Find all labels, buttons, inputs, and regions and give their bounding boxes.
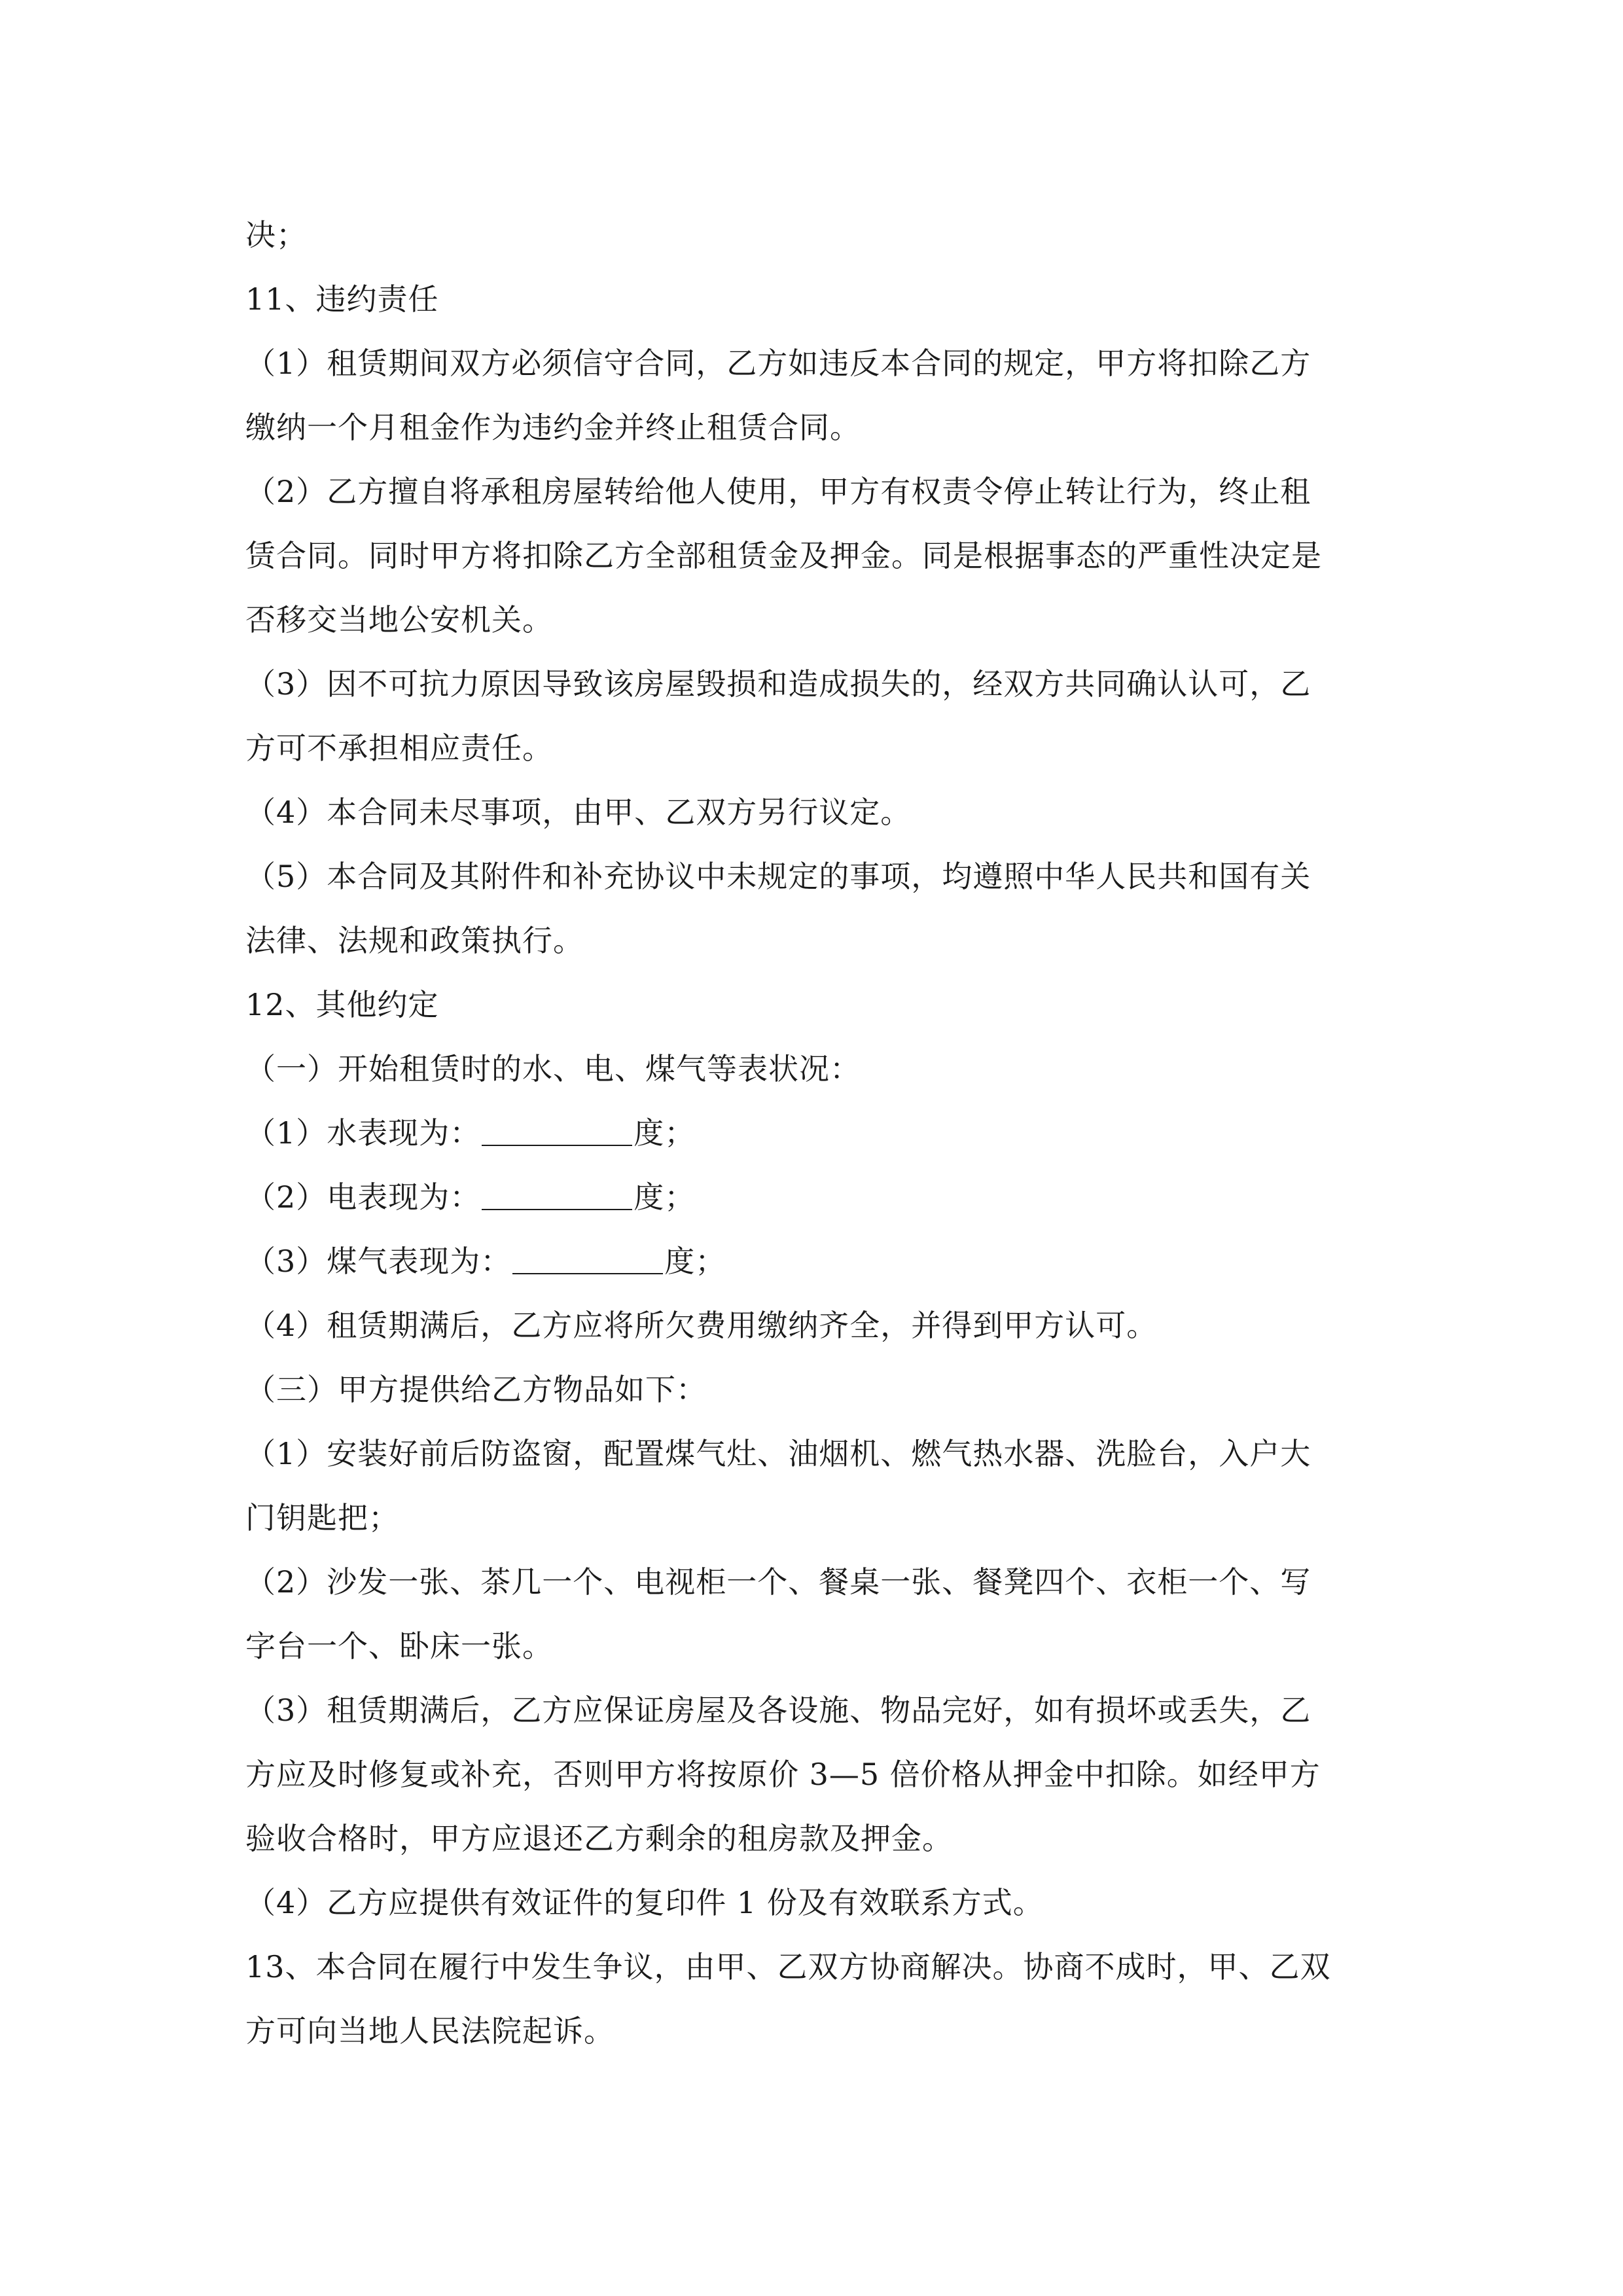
text-line: 方可不承担相应责任。 [245,730,553,766]
electric-meter-line [245,1165,1381,1229]
text-line: 方可向当地人民法院起诉。 [245,2013,615,2049]
text-line: （1）租赁期间双方必须信守合同，乙方如违反本合同的规定，甲方将扣除乙方 [245,346,1311,381]
water-meter-blank[interactable] [482,1117,632,1146]
water-meter-label: （1）水表现为： [245,1115,481,1151]
text-line: 方应及时修复或补充，否则甲方将按原价 3—5 倍价格从押金中扣除。如经甲方 [245,1757,1321,1792]
section-heading-13: 13、本合同在履行中发生争议，由甲、乙双方协商解决。协商不成时，甲、乙双 [245,1949,1331,1984]
text-line: （4）本合同未尽事项，由甲、乙双方另行议定。 [245,795,912,830]
text-line: 验收合格时，甲方应退还乙方剩余的租房款及押金。 [245,1821,953,1856]
unit-label: 度； [664,1244,726,1279]
electric-meter-blank[interactable] [482,1181,632,1210]
gas-meter-line [245,1229,1381,1293]
gas-meter-blank[interactable] [512,1246,663,1274]
text-line: （三）甲方提供给乙方物品如下： [245,1372,707,1407]
text-line: （4）乙方应提供有效证件的复印件 1 份及有效联系方式。 [245,1885,1044,1920]
text-line: （3）因不可抗力原因导致该房屋毁损和造成损失的，经双方共同确认认可，乙 [245,666,1311,702]
text-line: （5）本合同及其附件和补充协议中未规定的事项，均遵照中华人民共和国有关 [245,859,1311,894]
text-line: 赁合同。同时甲方将扣除乙方全部租赁金及押金。同是根据事态的严重性决定是 [245,538,1322,573]
text-line: （3）租赁期满后，乙方应保证房屋及各设施、物品完好，如有损坏或丢失，乙 [245,1693,1311,1728]
text-line: （2）沙发一张、茶几一个、电视柜一个、餐桌一张、餐凳四个、衣柜一个、写 [245,1564,1311,1600]
unit-label: 度； [633,1115,696,1151]
text-line: 决； [245,217,307,253]
text-line: 字台一个、卧床一张。 [245,1628,553,1664]
gas-meter-label: （3）煤气表现为： [245,1244,512,1279]
text-line: （4）租赁期满后，乙方应将所欠费用缴纳齐全，并得到甲方认可。 [245,1308,1158,1343]
section-heading-11: 11、违约责任 [245,281,439,317]
text-line: 缴纳一个月租金作为违约金并终止租赁合同。 [245,410,861,445]
section-heading-12: 12、其他约定 [245,987,439,1022]
electric-meter-label: （2）电表现为： [245,1179,481,1215]
text-line: （1）安装好前后防盗窗，配置煤气灶、油烟机、燃气热水器、洗脸台，入户大 [245,1436,1311,1471]
text-line: （一）开始租赁时的水、电、煤气等表状况： [245,1051,861,1086]
text-line: 门钥匙把； [245,1500,399,1535]
text-line: 法律、法规和政策执行。 [245,923,584,958]
unit-label: 度； [633,1179,696,1215]
water-meter-line [245,1101,1381,1165]
text-line: 否移交当地公安机关。 [245,602,553,637]
text-line: （2）乙方擅自将承租房屋转给他人使用，甲方有权责令停止转让行为，终止租 [245,474,1311,509]
